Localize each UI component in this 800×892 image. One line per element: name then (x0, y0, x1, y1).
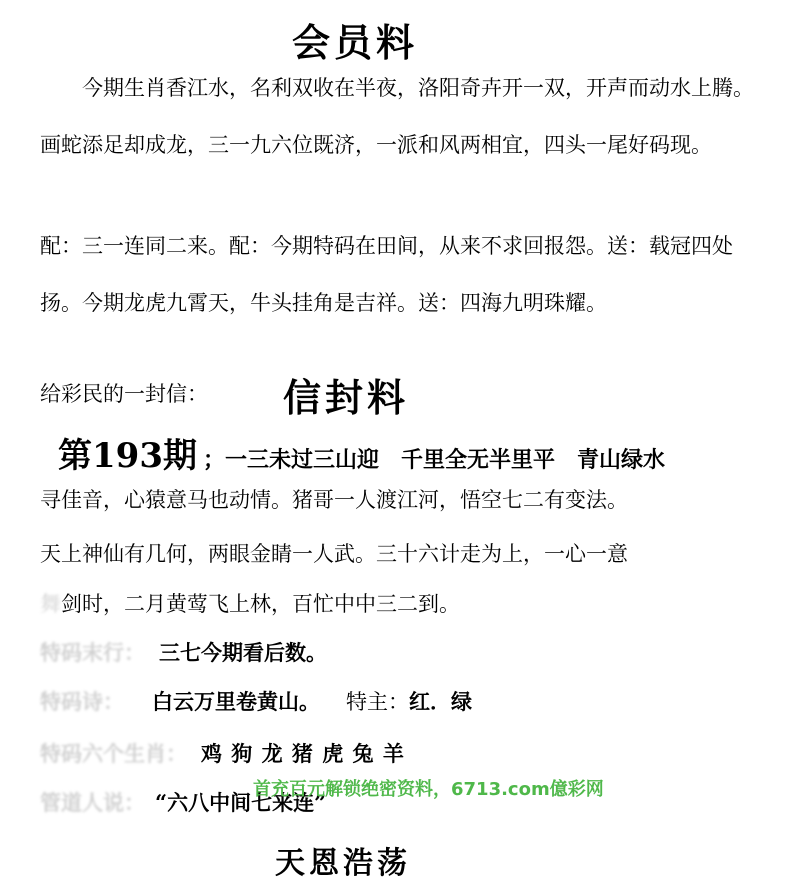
row-value: “六八中间七来连” (155, 790, 327, 815)
faded-char: 舞 (40, 592, 61, 616)
issue-line (58, 428, 665, 477)
row-extra-value: 红．绿 (409, 689, 472, 714)
row-label: 特码诗： (40, 689, 124, 714)
row-label: 特码末行： (40, 640, 145, 665)
row-value: 三七今期看后数。 (159, 640, 327, 665)
title-bottom: 天恩浩荡 (275, 846, 411, 881)
issue-verse-line-2: 寻佳音，心猿意马也动情。猪哥一人渡江河，悟空七二有变法。 (40, 488, 628, 512)
row-zodiac (40, 738, 405, 768)
row-poem (40, 686, 472, 716)
row-extra-label: 特主： (346, 690, 409, 714)
member-paragraph-2: 配：三一连同二来。配：今期特码在田间，从来不求回报怨。送：载冠四处扬。今期龙虎九霄天，牛头挂角是吉祥。送：四海九明珠耀。 (40, 234, 733, 315)
issue-verse-line-3: 天上神仙有几何，两眼金睛一人武。三十六计走为上，一心一意 (40, 542, 628, 566)
title-envelope-material: 信封料 (283, 375, 410, 420)
letter-intro: 给彩民的一封信： (40, 382, 208, 406)
issue-number: 第193期 (58, 436, 197, 476)
issue-verse-line-1: ；一三未过三山迎 千里全无半里平 青山绿水 (202, 447, 665, 473)
issue-verse-line-4 (40, 588, 460, 618)
row-tail-number (40, 637, 327, 667)
row-label: 特码六个生肖： (40, 741, 187, 766)
title-member-material: 会员料 (292, 20, 419, 65)
row-value: 白云万里卷黄山。 (152, 689, 320, 714)
row-label: 管道人说： (40, 790, 145, 815)
watermark-text: 首充百元解锁绝密资料，6713.com億彩网 (253, 779, 604, 800)
member-paragraph-1: 今期生肖香江水，名利双收在半夜，洛阳奇卉开一双，开声而动水上腾。画蛇添足却成龙，三一九六位既济，一派和风两相宜，四头一尾好码现。 (40, 76, 754, 157)
issue-verse-line-4-text: 剑时，二月黄莺飞上林，百忙中中三二到。 (61, 592, 460, 616)
row-value: 鸡 狗 龙 猪 虎 兔 羊 (201, 741, 405, 766)
